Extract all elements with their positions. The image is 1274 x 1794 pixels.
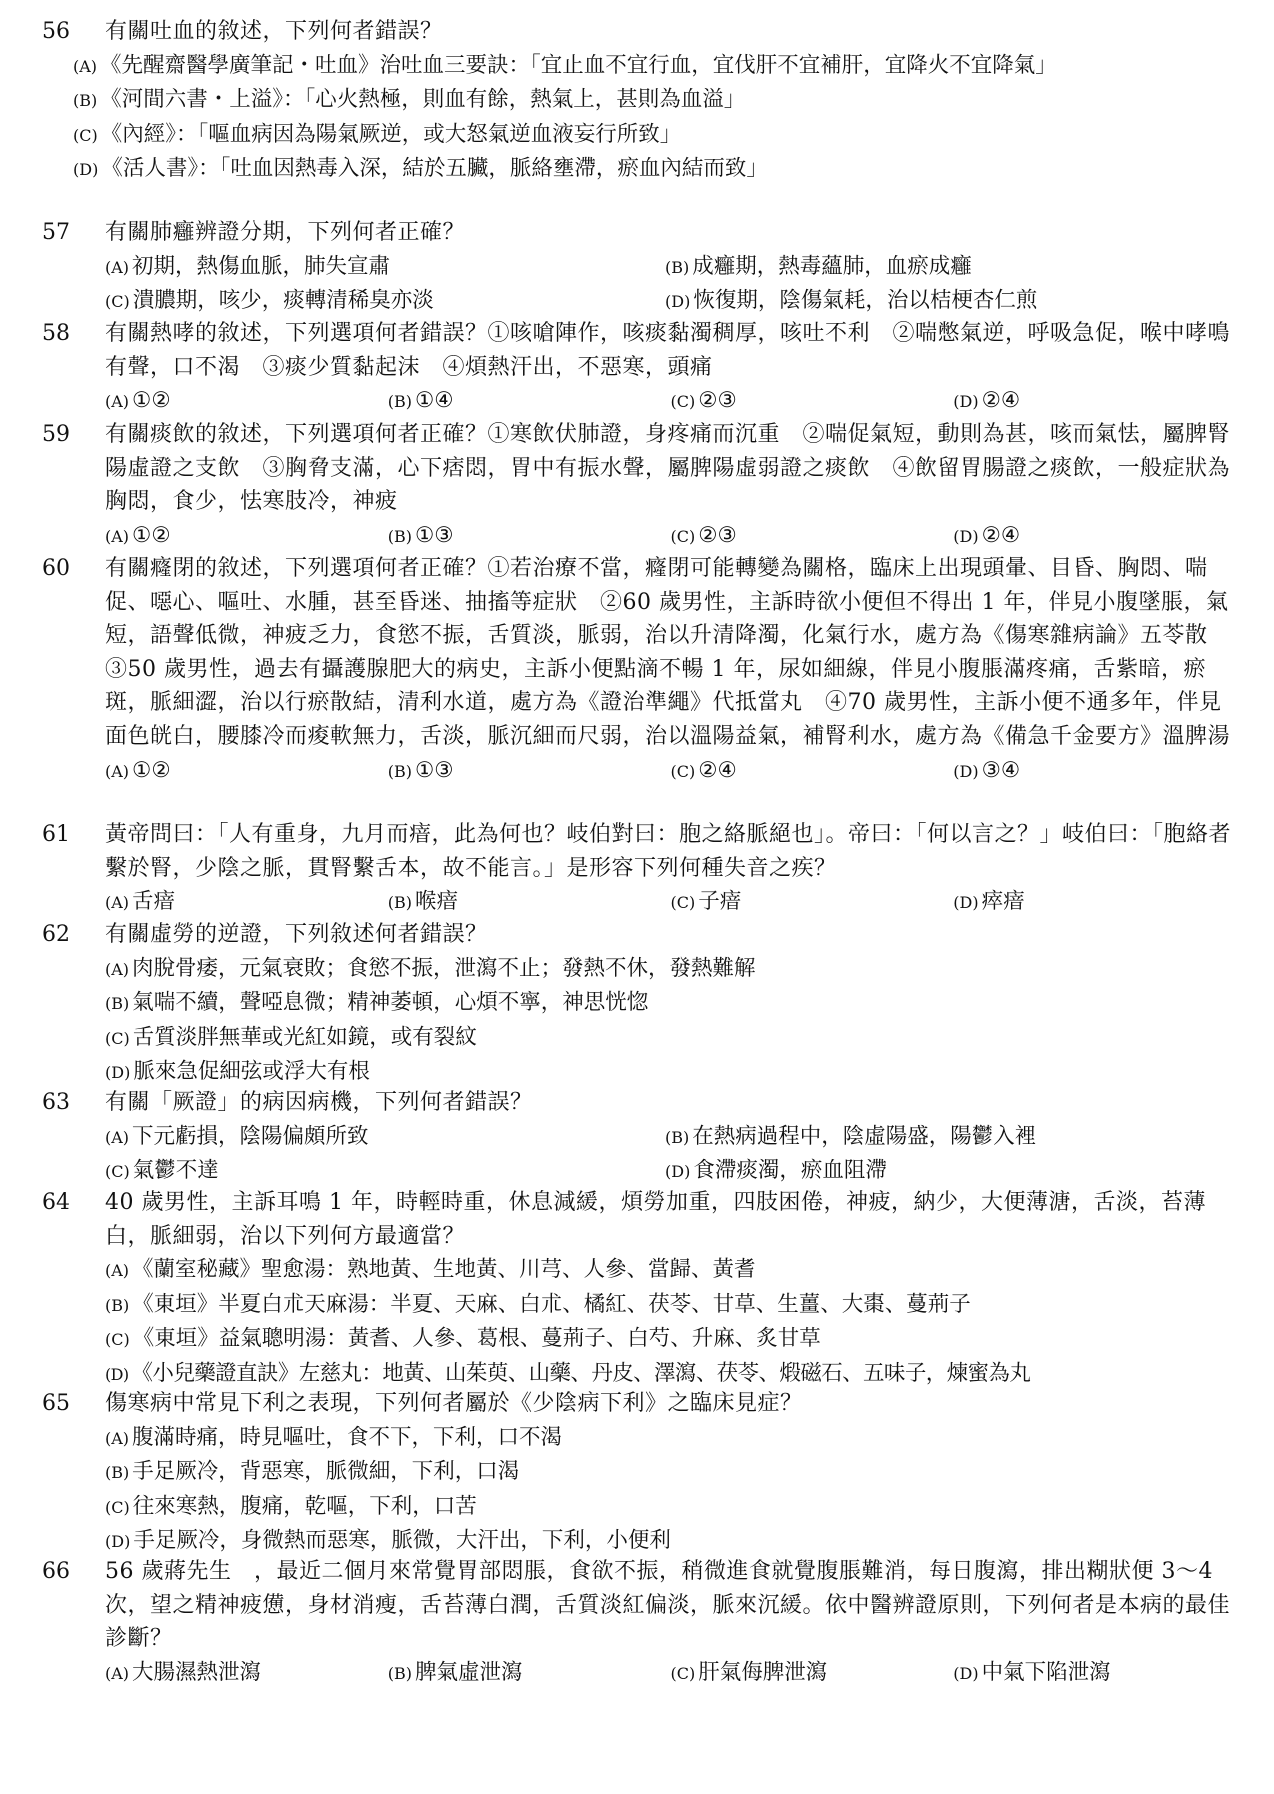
option-d: (D) 手足厥冷，身微熱而惡寒，脈微，大汗出，下利，小便利 <box>105 1528 671 1554</box>
option-c: (C) 肝氣侮脾泄瀉 <box>670 1659 828 1685</box>
option-d: (D) ③④ <box>953 757 1021 783</box>
question-stem: 有關癃閉的敘述，下列選項何者正確？①若治療不當，癃閉可能轉變為關格，臨床上出現頭暈、目昏、胸悶、喘促、噁心、嘔吐、水腫，甚至昏迷、抽搐等症狀 ②60 歲男性，主訴時欲小便但不得出 1 年，伴見小腹墜脹，氣短，語聲低微，神疲乏力，食慾不振，舌質淡，脈弱，治以升清降濁，化氣行水，處方為《傷寒雜病論》五苓散 ③50 歲男性，過去有攝護腺肥大的病史，主訴小便點滴不暢 1 年，尿如細線，伴見小腹脹滿疼痛，舌紫暗，瘀斑，脈細澀，治以行瘀散結，清利水道，處方為《證治準繩》代抵當丸 ④70 歲男性，主訴小便不通多年，伴見面色㿠白，腰膝冷而痠軟無力，舌淡，脈沉細而尺弱，治以溫陽益氣，補腎利水，處方為《備急千金要方》溫脾湯 <box>105 556 1231 749</box>
question-number: 61 <box>42 822 70 847</box>
question-number: 56 <box>42 19 70 44</box>
question-number: 59 <box>42 422 70 447</box>
option-a: (A) ①② <box>105 388 171 414</box>
option-a: (A) ①② <box>105 757 171 783</box>
option-d: (D) 恢復期，陰傷氣耗，治以桔梗杏仁煎 <box>665 288 1038 314</box>
question-stem: 有關虛勞的逆證，下列敘述何者錯誤？ <box>105 922 488 947</box>
question-58 <box>0 317 1274 419</box>
question-stem: 40 歲男性，主訴耳鳴 1 年，時輕時重，休息減緩，煩勞加重，四肢困倦，神疲，納少，大便薄溏，舌淡，苔薄白，脈細弱，治以下列何方最適當？ <box>105 1190 1206 1249</box>
option-c: (C) ②④ <box>670 757 737 783</box>
option-a: (A) 《先醒齋醫學廣筆記・吐血》治吐血三要訣：「宜止血不宜行血，宜伐肝不宜補肝，宜降火不宜降氣」 <box>73 52 1057 78</box>
option-d: (D) 食滯痰濁，瘀血阻滯 <box>665 1158 887 1184</box>
option-d: (D) ②④ <box>953 522 1021 548</box>
question-66 <box>0 1555 1274 1690</box>
question-stem: 有關「厥證」的病因病機，下列何者錯誤？ <box>105 1090 533 1115</box>
question-number: 64 <box>42 1190 70 1215</box>
question-number: 60 <box>42 556 70 581</box>
question-number: 57 <box>42 220 70 245</box>
option-c: (C) 《內經》：「嘔血病因為陽氣厥逆，或大怒氣逆血液妄行所致」 <box>73 121 682 147</box>
question-stem: 黃帝問曰：「人有重身，九月而瘖，此為何也？岐伯對曰：胞之絡脈絕也」。帝曰：「何以言之？」岐伯曰：「胞絡者繫於腎，少陰之脈，貫腎繫舌本，故不能言。」是形容下列何種失音之疾？ <box>105 822 1232 881</box>
option-d: (D) 中氣下陷泄瀉 <box>953 1659 1111 1685</box>
question-stem: 傷寒病中常見下利之表現，下列何者屬於《少陰病下利》之臨床見症？ <box>105 1391 803 1416</box>
question-stem: 有關肺癰辨證分期，下列何者正確？ <box>105 220 466 245</box>
question-64 <box>0 1186 1274 1392</box>
question-number: 63 <box>42 1090 70 1115</box>
option-c: (C) 舌質淡胖無華或光紅如鏡，或有裂紋 <box>105 1024 477 1050</box>
option-b: (B) ①③ <box>387 757 454 783</box>
option-a: (A) ①② <box>105 522 171 548</box>
question-63 <box>0 1086 1274 1189</box>
question-59 <box>0 418 1274 553</box>
question-62 <box>0 918 1274 1090</box>
option-b: (B) 喉瘖 <box>387 889 459 915</box>
option-a: (A) 《蘭室秘藏》聖愈湯：熟地黃、生地黃、川芎、人參、當歸、黃耆 <box>105 1257 756 1283</box>
question-stem: 有關吐血的敘述，下列何者錯誤？ <box>105 19 443 44</box>
option-c: (C) 子瘖 <box>670 889 742 915</box>
option-a: (A) 舌瘖 <box>105 889 176 915</box>
question-number: 66 <box>42 1559 70 1584</box>
option-b: (B) ①③ <box>387 522 454 548</box>
question-stem: 56 歲蔣先生 ，最近二個月來常覺胃部悶脹，食欲不振，稍微進食就覺腹脹難消，每日腹瀉，排出糊狀便 3～4 次，望之精神疲憊，身材消瘦，舌苔薄白潤，舌質淡紅偏淡，脈來沉緩。依中醫辨證原則，下列何者是本病的最佳診斷？ <box>105 1559 1231 1652</box>
option-b: (B) 在熱病過程中，陰虛陽盛，陽鬱入裡 <box>665 1123 1037 1149</box>
option-d: (D) ②④ <box>953 388 1021 414</box>
question-56 <box>0 15 1274 187</box>
question-number: 58 <box>42 321 70 346</box>
option-a: (A) 初期，熱傷血脈，肺失宣肅 <box>105 253 391 279</box>
question-stem: 有關熱哮的敘述，下列選項何者錯誤？①咳嗆陣作，咳痰黏濁稠厚，咳吐不利 ②喘憋氣逆，呼吸急促，喉中哮鳴有聲，口不渴 ③痰少質黏起沫 ④煩熱汗出，不惡寒，頭痛 <box>105 321 1231 380</box>
option-b: (B) 脾氣虛泄瀉 <box>387 1659 523 1685</box>
option-c: (C) ②③ <box>670 522 737 548</box>
option-b: (B) ①④ <box>387 388 454 414</box>
option-b: (B) 《東垣》半夏白朮天麻湯：半夏、天麻、白朮、橘紅、茯苓、甘草、生薑、大棗、蔓荊子 <box>105 1291 971 1317</box>
question-57 <box>0 216 1274 319</box>
option-b: (B) 成癰期，熱毒蘊肺，血瘀成癰 <box>665 253 972 279</box>
option-b: (B) 《河間六書・上溢》：「心火熱極，則血有餘，熱氣上，甚則為血溢」 <box>73 87 746 113</box>
option-c: (C) 潰膿期，咳少，痰轉清稀臭亦淡 <box>105 288 434 314</box>
option-b: (B) 手足厥冷，背惡寒，脈微細，下利，口渴 <box>105 1459 520 1485</box>
option-d: (D) 脈來急促細弦或浮大有根 <box>105 1059 370 1085</box>
option-d: (D) 《活人書》：「吐血因熱毒入深，結於五臟，脈絡壅滯，瘀血內結而致」 <box>73 156 768 182</box>
option-a: (A) 下元虧損，陰陽偏頗所致 <box>105 1123 369 1149</box>
question-number: 62 <box>42 922 70 947</box>
option-c: (C) 氣鬱不達 <box>105 1158 219 1184</box>
option-c: (C) 《東垣》益氣聰明湯：黃耆、人參、葛根、蔓荊子、白芍、升麻、炙甘草 <box>105 1326 821 1352</box>
option-a: (A) 腹滿時痛，時見嘔吐，食不下，下利，口不渴 <box>105 1424 563 1450</box>
option-b: (B) 氣喘不續，聲啞息微；精神萎頓，心煩不寧，神思恍惚 <box>105 990 649 1016</box>
question-stem: 有關痰飲的敘述，下列選項何者正確？①寒飲伏肺證，身疼痛而沉重 ②喘促氣短，動則為甚，咳而氣怯，屬脾腎陽虛證之支飲 ③胸脅支滿，心下痞悶，胃中有振水聲，屬脾陽虛弱證之痰飲 ④飲留胃腸證之痰飲，一般症狀為胸悶，食少，怯寒肢冷，神疲 <box>105 422 1231 515</box>
option-a: (A) 大腸濕熱泄瀉 <box>105 1659 262 1685</box>
option-d: (D) 瘁瘖 <box>953 889 1025 915</box>
option-d: (D) 《小兒藥證直訣》左慈丸：地黃、山茱萸、山藥、丹皮、澤瀉、茯苓、煅磁石、五味子，煉蜜為丸 <box>105 1360 1031 1386</box>
question-60 <box>0 552 1274 788</box>
option-a: (A) 肉脫骨痿，元氣衰敗；食慾不振，泄瀉不止；發熱不休，發熱難解 <box>105 955 756 981</box>
option-c: (C) 往來寒熱，腹痛，乾嘔，下利，口苦 <box>105 1493 477 1519</box>
question-number: 65 <box>42 1391 70 1416</box>
question-61 <box>0 818 1274 920</box>
question-65 <box>0 1387 1274 1559</box>
option-c: (C) ②③ <box>670 388 737 414</box>
